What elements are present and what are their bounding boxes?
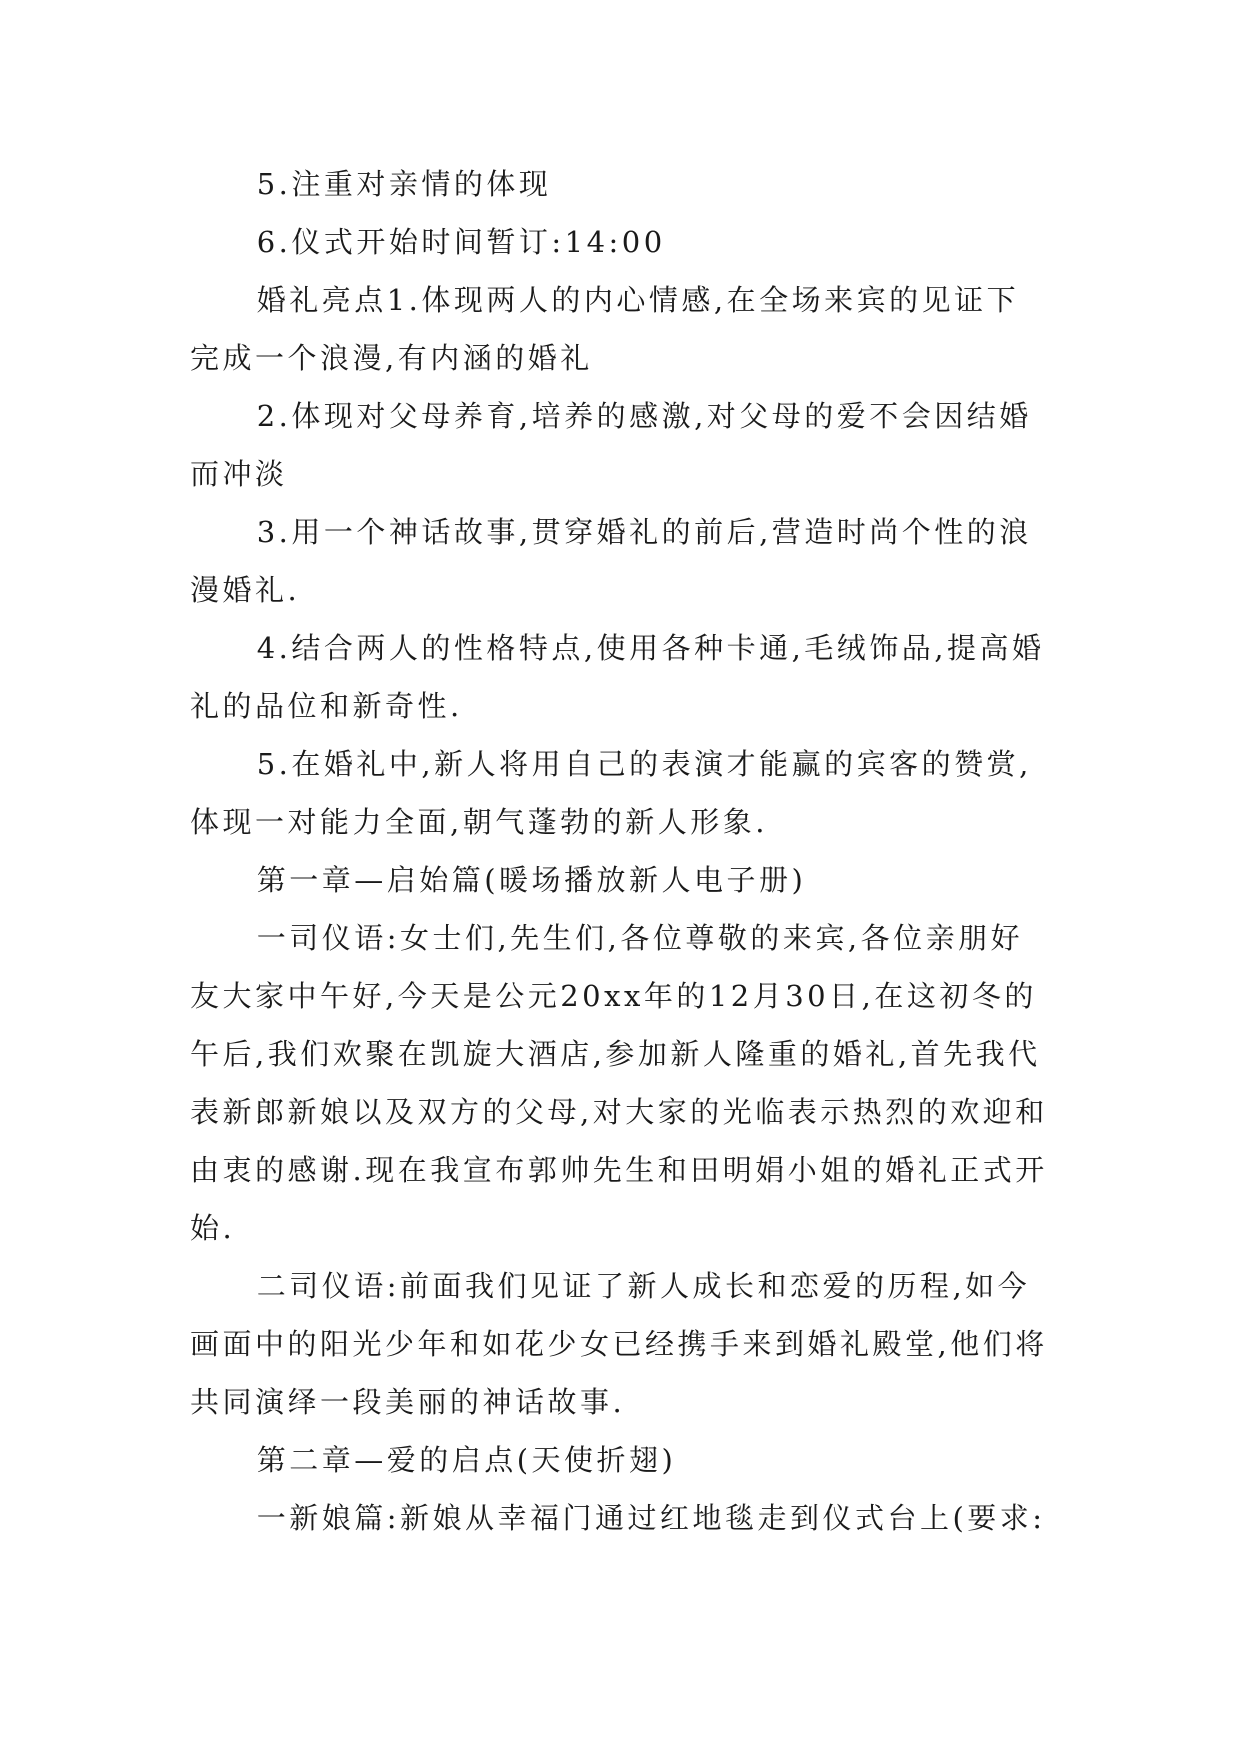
paragraph: 5.在婚礼中,新人将用自己的表演才能赢的宾客的赞赏,体现一对能力全面,朝气蓬勃的新人形象. — [190, 747, 1032, 839]
document-body — [190, 155, 1050, 1547]
chapter-heading: 第一章—启始篇(暖场播放新人电子册) — [256, 863, 807, 897]
paragraph: 5.注重对亲情的体现 — [256, 167, 552, 201]
paragraph: 6.仪式开始时间暂订:14:00 — [256, 225, 666, 259]
paragraph: 2.体现对父母养育,培养的感激,对父母的爱不会因结婚而冲淡 — [190, 399, 1032, 491]
paragraph: 二司仪语:前面我们见证了新人成长和恋爱的历程,如今画面中的阳光少年和如花少女已经携手来到婚礼殿堂,他们将共同演绎一段美丽的神话故事. — [190, 1269, 1048, 1419]
paragraph: 一新娘篇:新娘从幸福门通过红地毯走到仪式台上(要求: — [256, 1501, 1046, 1535]
paragraph: 一司仪语:女士们,先生们,各位尊敬的来宾,各位亲朋好友大家中午好,今天是公元20xx年的12月30日,在这初冬的午后,我们欢聚在凯旋大酒店,参加新人隆重的婚礼,首先我代表新郎新娘以及双方的父母,对大家的光临表示热烈的欢迎和由衷的感谢.现在我宣布郭帅先生和田明娟小姐的婚礼正式开始. — [190, 921, 1048, 1245]
chapter-heading: 第二章—爱的启点(天使折翅) — [256, 1443, 677, 1477]
paragraph: 婚礼亮点1.体现两人的内心情感,在全场来宾的见证下完成一个浪漫,有内涵的婚礼 — [190, 283, 1020, 375]
paragraph: 3.用一个神话故事,贯穿婚礼的前后,营造时尚个性的浪漫婚礼. — [190, 515, 1032, 607]
paragraph: 4.结合两人的性格特点,使用各种卡通,毛绒饰品,提高婚礼的品位和新奇性. — [190, 631, 1045, 723]
